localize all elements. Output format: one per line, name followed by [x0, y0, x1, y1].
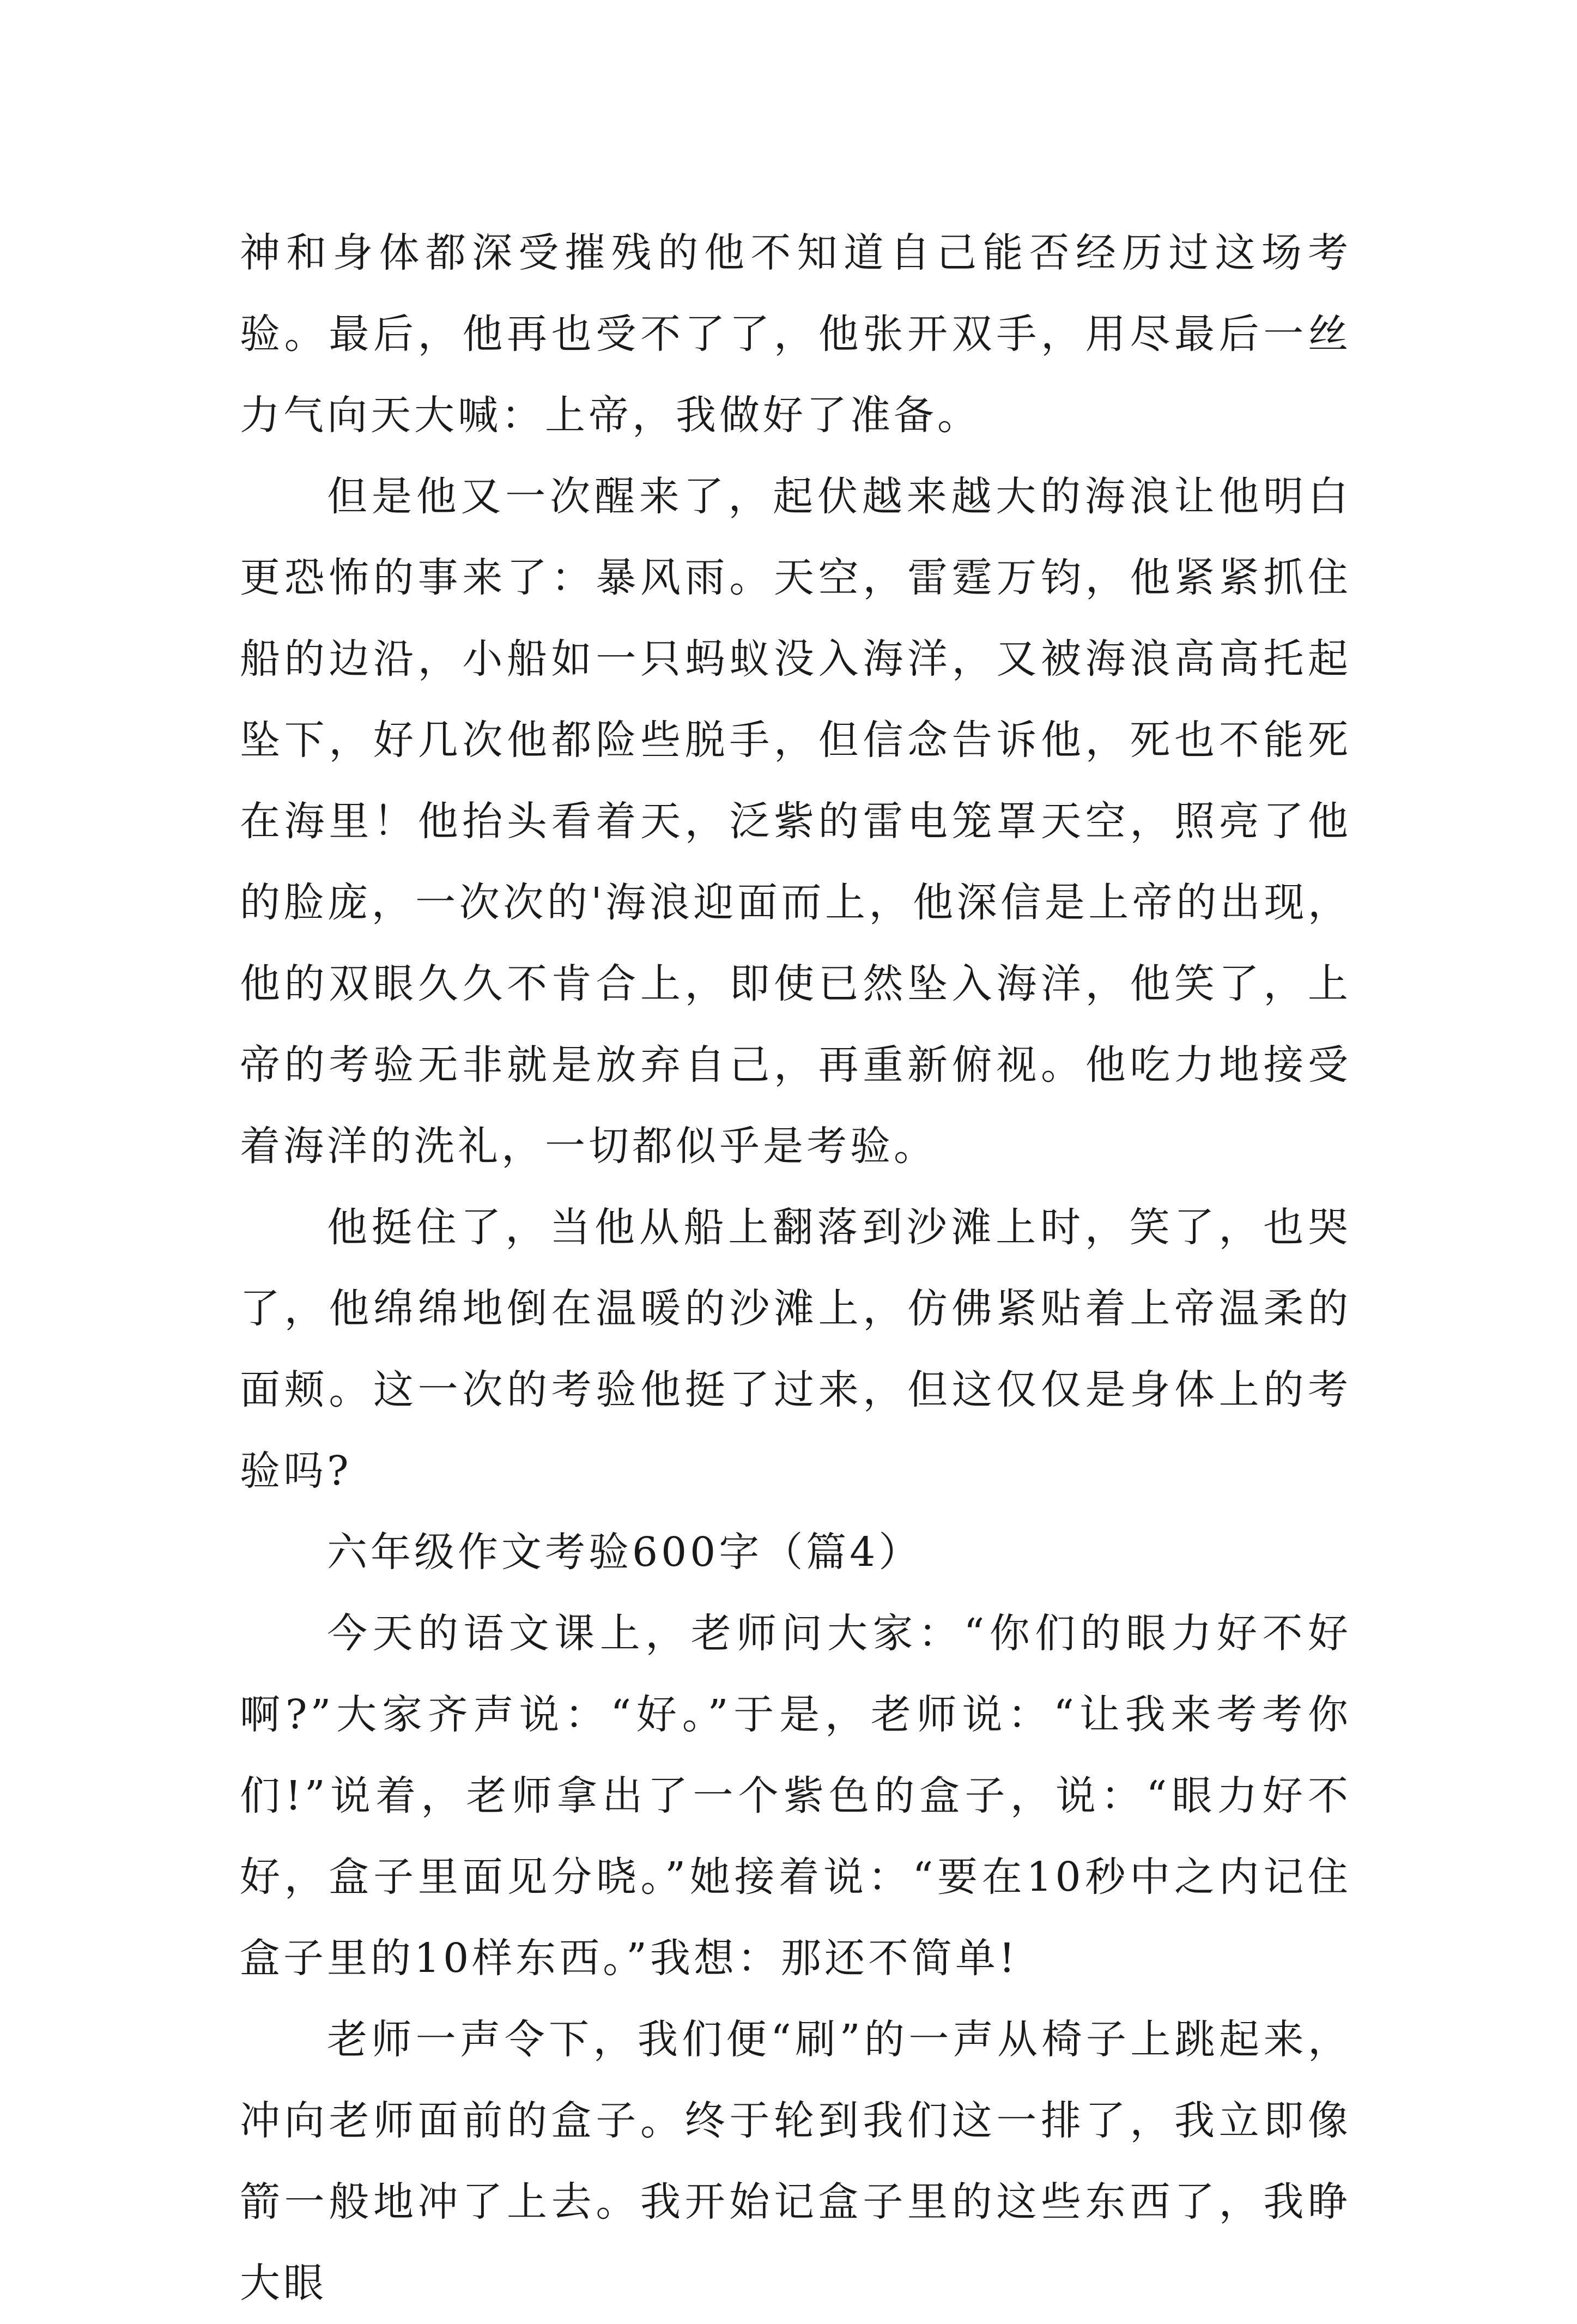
section-heading: 六年级作文考验600字（篇4） — [327, 1529, 923, 1576]
paragraph-6: 老师一声令下，我们便“刷”的一声从椅子上跳起来，冲向老师面前的盒子。终于轮到我们这一排了，我立即像箭一般地冲了上去。我开始记盒子里的这些东西了，我睁大眼 — [240, 2016, 1351, 2307]
body-text — [240, 213, 1351, 2324]
paragraph-2: 但是他又一次醒来了，起伏越来越大的海浪让他明白更恐怖的事来了：暴风雨。天空，雷霆万钧，他紧紧抓住船的边沿，小船如一只蚂蚁没入海洋，又被海浪高高托起坠下，好几次他都险些脱手，但信念告诉他，死也不能死在海里！他抬头看着天，泛紫的雷电笼罩天空，照亮了他的脸庞，一次次的'海浪迎面而上，他深信是上帝的出现，他的双眼久久不肯合上，即使已然坠入海洋，他笑了，上帝的考验无非就是放弃自己，再重新俯视。他吃力地接受着海洋的洗礼，一切都似乎是考验。 — [240, 473, 1351, 1170]
paragraph-5: 今天的语文课上，老师问大家：“你们的眼力好不好啊?”大家齐声说：“好。”于是，老师说：“让我来考考你们!”说着，老师拿出了一个紫色的盒子，说：“眼力好不好，盒子里面见分晓。”她接着说：“要在10秒中之内记住盒子里的10样东西。”我想：那还不简单! — [240, 1610, 1351, 1982]
paragraph-3: 他挺住了，当他从船上翻落到沙滩上时，笑了，也哭了，他绵绵地倒在温暖的沙滩上，仿佛紧贴着上帝温柔的面颊。这一次的考验他挺了过来，但这仅仅是身体上的考验吗? — [240, 1204, 1351, 1494]
paragraph-1: 神和身体都深受摧残的他不知道自己能否经历过这场考验。最后，他再也受不了了，他张开双手，用尽最后一丝力气向天大喊：上帝，我做好了准备。 — [240, 229, 1351, 439]
